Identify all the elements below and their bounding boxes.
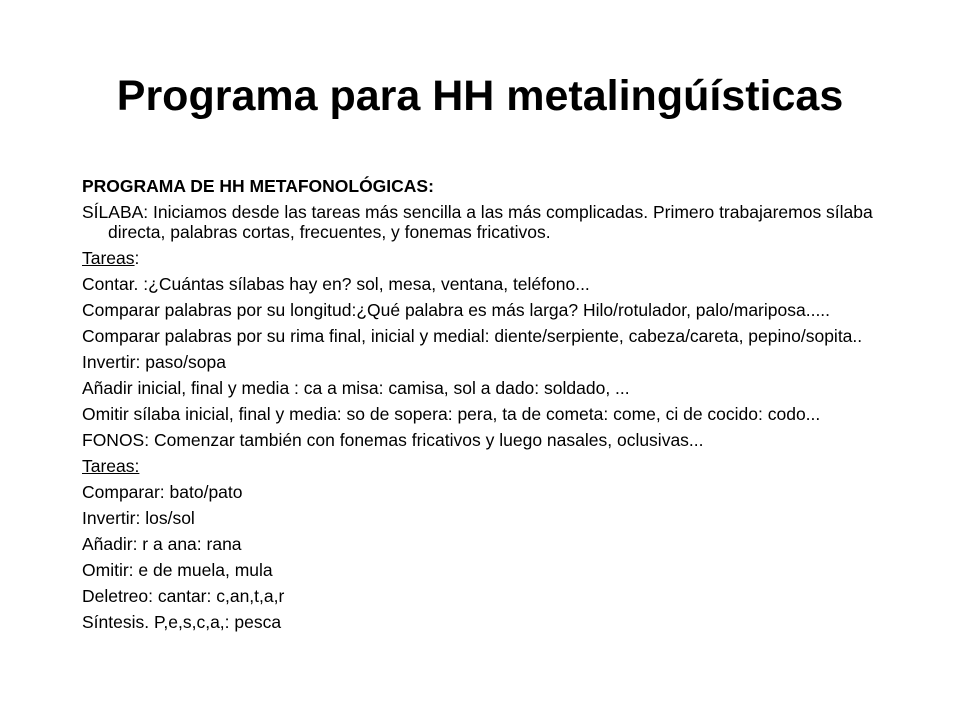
slide-content bbox=[82, 176, 882, 638]
slide-title: Programa para HH metalingúísticas bbox=[116, 72, 844, 120]
tareas-label-1 bbox=[82, 248, 882, 268]
invertir-item-2: Invertir: los/sol bbox=[82, 508, 195, 528]
deletreo-item: Deletreo: cantar: c,an,t,a,r bbox=[82, 586, 285, 606]
fonos-paragraph: FONOS: Comenzar también con fonemas fricativos y luego nasales, oclusivas... bbox=[82, 430, 704, 450]
comparar-item-2: Comparar: bato/pato bbox=[82, 482, 243, 502]
invertir-item-1: Invertir: paso/sopa bbox=[82, 352, 226, 372]
sintesis-item: Síntesis. P,e,s,c,a,: pesca bbox=[82, 612, 282, 632]
tareas-label-colon: : bbox=[134, 248, 140, 268]
silaba-paragraph: SÍLABA: Iniciamos desde las tareas más sencilla a las más complicadas. Primero trabajaremos sílaba directa, palabras cortas, frecuentes, y fonemas fricativos. bbox=[82, 202, 873, 242]
omitir-item-1: Omitir sílaba inicial, final y media: so de sopera: pera, ta de cometa: come, ci de cocido: codo... bbox=[82, 404, 821, 424]
tareas-label-text: Tareas bbox=[82, 248, 135, 268]
section-heading: PROGRAMA DE HH METAFONOLÓGICAS: bbox=[82, 176, 434, 196]
comparar-rima-item: Comparar palabras por su rima final, inicial y medial: diente/serpiente, cabeza/careta, pepino/sopita.. bbox=[82, 326, 863, 346]
comparar-longitud-item: Comparar palabras por su longitud:¿Qué palabra es más larga? Hilo/rotulador, palo/mariposa..... bbox=[82, 300, 831, 320]
anadir-item-1: Añadir inicial, final y media : ca a misa: camisa, sol a dado: soldado, ... bbox=[82, 378, 630, 398]
anadir-item-2: Añadir: r a ana: rana bbox=[82, 534, 242, 554]
omitir-item-2: Omitir: e de muela, mula bbox=[82, 560, 273, 580]
tareas-label-2: Tareas: bbox=[82, 456, 140, 476]
contar-item: Contar. :¿Cuántas sílabas hay en? sol, mesa, ventana, teléfono... bbox=[82, 274, 590, 294]
